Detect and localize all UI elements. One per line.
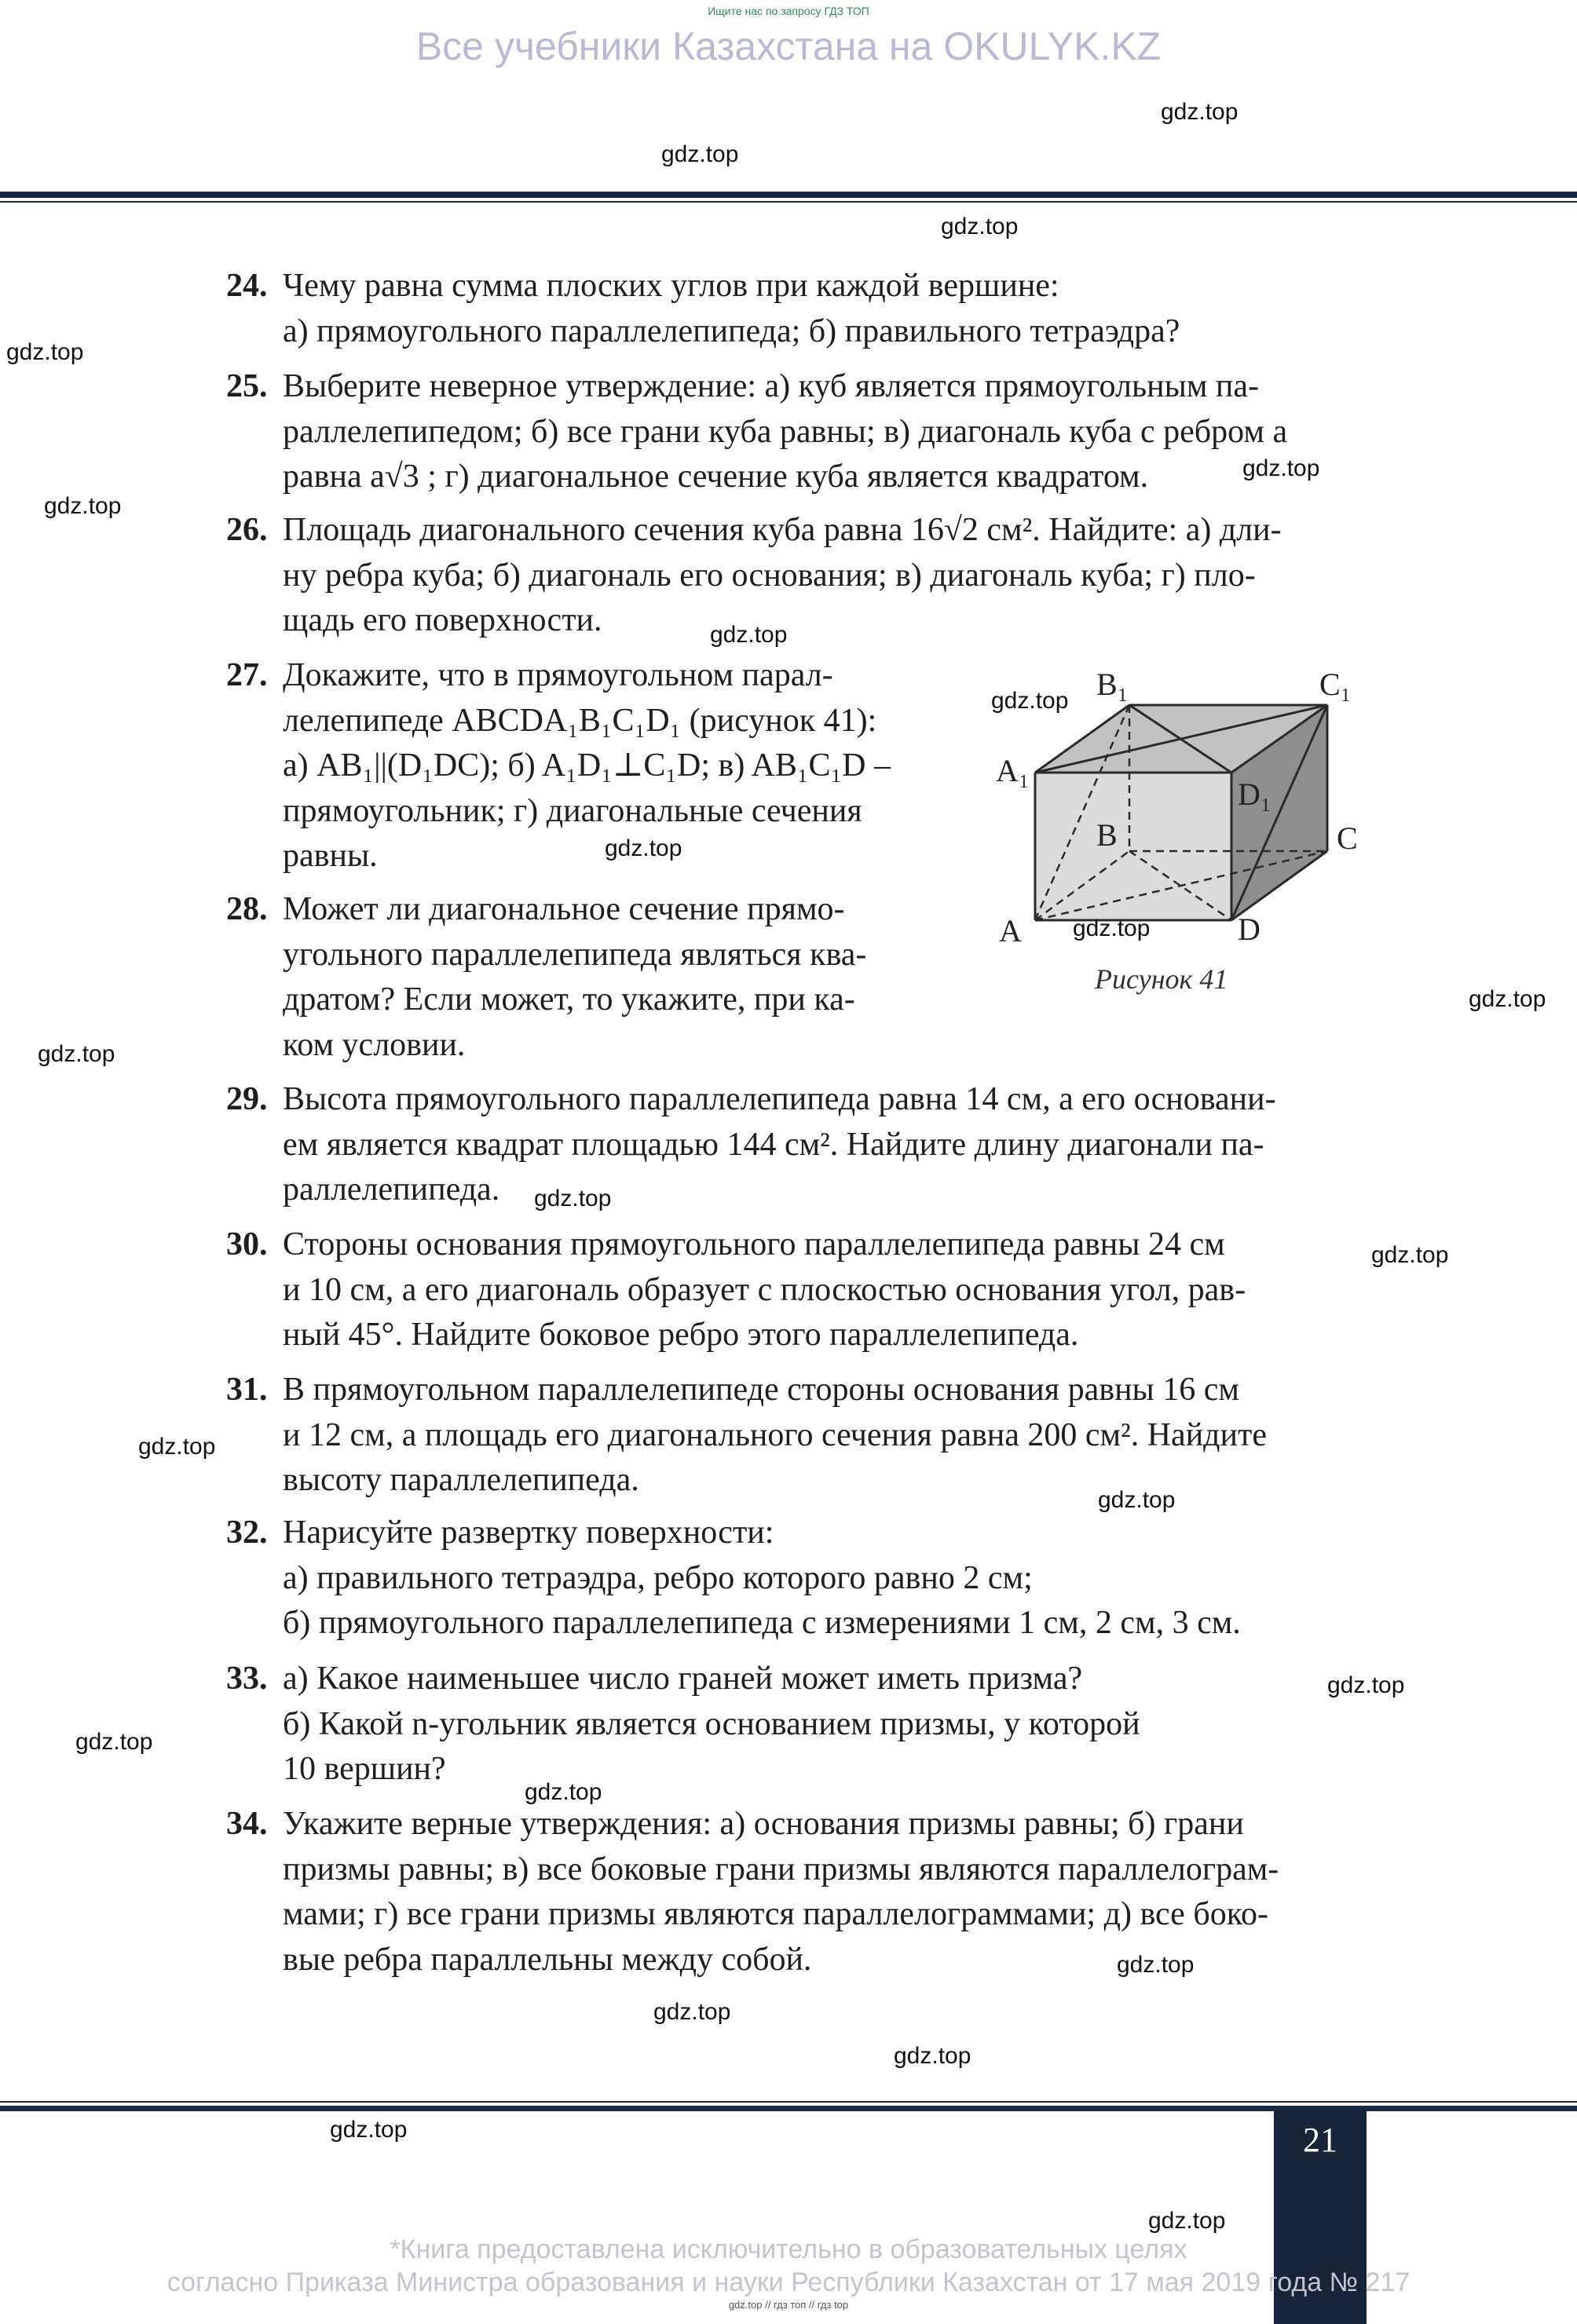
problem-number: 27. [226,657,268,693]
watermark: gdz.top [894,2043,971,2069]
problem-number: 34. [226,1806,268,1842]
problem-number: 29. [226,1081,268,1117]
problem-line: В прямоугольном параллелепипеде стороны основания равны 16 см [283,1372,1239,1408]
vertex-label-c: C [1337,820,1358,856]
problem-line: щадь его поверхности. [283,602,602,638]
problem-line: Укажите верные утверждения: а) основания призмы равны; б) грани [283,1806,1244,1842]
problem-line: угольного параллелепипеда являться ква- [283,936,867,973]
watermark: gdz.top [991,688,1069,714]
watermark: gdz.top [44,493,122,519]
watermark: gdz.top [1242,455,1320,481]
page-number: 21 [1303,2121,1337,2159]
problem-number: 33. [226,1661,268,1697]
problem-line: а) AB₁||(D₁DC); б) A₁D₁⊥C₁D; в) AB₁C₁D – [283,747,891,784]
footer-disclaimer: *Книга предоставлена исключительно в образовательных целях [390,2234,1187,2264]
problem-line: Выберите неверное утверждение: а) куб является прямоугольным па- [283,368,1259,404]
problem-line: а) прямоугольного параллелепипеда; б) правильного тетраэдра? [283,312,1180,349]
problem-line: лелепипеде ABCDA₁B₁C₁D₁ (рисунок 41): [283,702,877,739]
problem-number: 24. [226,268,268,304]
watermark: gdz.top [38,1041,115,1067]
watermark: gdz.top [330,2117,408,2143]
watermark: gdz.top [525,1779,602,1805]
watermark: gdz.top [1469,986,1546,1012]
problem-line: равна a√3 ; г) диагональное сечение куба является квадратом. [283,459,1149,495]
footer-tiny-links[interactable]: gdz.top // гдз топ // гдз top [728,2299,849,2311]
watermark: gdz.top [1371,1242,1449,1268]
watermark: gdz.top [138,1434,216,1460]
watermark: gdz.top [661,141,739,167]
watermark: gdz.top [1327,1672,1405,1698]
problem-line: Площадь диагонального сечения куба равна 16√2 см². Найдите: а) дли- [283,512,1282,548]
problem-line: 10 вершин? [283,1751,446,1787]
problem-line: ный 45°. Найдите боковое ребро этого параллелепипеда. [283,1317,1079,1353]
figure-caption: Рисунок 41 [1095,963,1228,995]
footer-rule-thin [0,2101,1577,2103]
vertex-label-a1: A₁ [996,753,1030,788]
watermark: gdz.top [1073,915,1151,941]
vertex-label-d: D [1238,912,1261,947]
problem-line: раллелепипедом; б) все грани куба равны; в) диагональ куба с ребром a [283,413,1288,450]
problem-number: 31. [226,1372,268,1408]
vertex-label-c1: C₁ [1319,667,1352,702]
footer-order-note: согласно Приказа Министра образования и науки Республики Казахстан от 17 мая 2019 года № 217 [166,2267,1411,2297]
vertex-label-d1: D₁ [1238,776,1271,812]
problem-number: 26. [226,512,268,548]
problem-line: равны. [283,838,378,874]
watermark: gdz.top [1148,2208,1226,2234]
problem-line: Докажите, что в прямоугольном парал- [283,657,833,693]
watermark: gdz.top [1161,99,1239,125]
vertex-label-b: B [1096,817,1118,853]
problem-line: б) Какой n-угольник является основанием призмы, у которой [283,1705,1140,1742]
problem-line: высоту параллелепипеда. [283,1462,639,1498]
problem-line: дратом? Если может, то укажите, при ка- [283,981,855,1018]
watermark: gdz.top [6,339,84,365]
problem-number: 30. [226,1226,268,1262]
watermark: gdz.top [710,622,788,648]
problem-line: Может ли диагональное сечение прямо- [283,891,845,927]
search-hint: Ищите нас по запросу ГДЗ ТОП [708,5,869,17]
problem-number: 32. [226,1515,268,1551]
problem-line: мами; г) все грани призмы являются параллелограммами; д) все боко- [283,1896,1268,1932]
problem-line: б) прямоугольного параллелепипеда с измерениями 1 см, 2 см, 3 см. [283,1605,1241,1641]
problem-line: ком условии. [283,1026,466,1063]
watermark: gdz.top [1117,1952,1195,1978]
problem-line: призмы равны; в) все боковые грани призмы являются параллелограм- [283,1851,1279,1887]
problem-line: ну ребра куба; б) диагональ его основания; в) диагональ куба; г) пло- [283,557,1256,594]
problem-line: Чему равна сумма плоских углов при каждой вершине: [283,268,1059,304]
problem-number: 25. [226,368,268,404]
problem-line: а) Какое наименьшее число граней может иметь призма? [283,1661,1083,1697]
vertex-label-b1: B₁ [1096,667,1129,702]
watermark: gdz.top [534,1186,612,1211]
vertex-label-a: A [999,913,1022,948]
site-banner[interactable]: Все учебники Казахстана на OKULYK.KZ [415,24,1162,68]
watermark: gdz.top [653,1999,731,2025]
problem-line: раллелепипеда. [283,1171,500,1208]
problem-number: 28. [226,891,268,927]
problem-line: и 10 см, а его диагональ образует с плоскостью основания угол, рав- [283,1271,1246,1308]
front-face [1035,773,1231,920]
watermark: gdz.top [941,214,1019,239]
watermark: gdz.top [605,835,682,861]
problem-line: Высота прямоугольного параллелепипеда равна 14 см, а его основани- [283,1081,1276,1117]
watermark: gdz.top [1098,1487,1176,1513]
problem-line: Нарисуйте развертку поверхности: [283,1515,774,1551]
watermark: gdz.top [75,1729,153,1755]
problem-line: вые ребра параллельны между собой. [283,1941,812,1978]
problem-line: прямоугольник; г) диагональные сечения [283,792,862,829]
problem-line: Стороны основания прямоугольного параллелепипеда равны 24 см [283,1226,1225,1262]
problem-line: и 12 см, а площадь его диагонального сечения равна 200 см². Найдите [283,1416,1268,1453]
problem-line: а) правильного тетраэдра, ребро которого равно 2 см; [283,1559,1033,1596]
problem-line: ем является квадрат площадью 144 см². Найдите длину диагонали па- [283,1126,1264,1163]
